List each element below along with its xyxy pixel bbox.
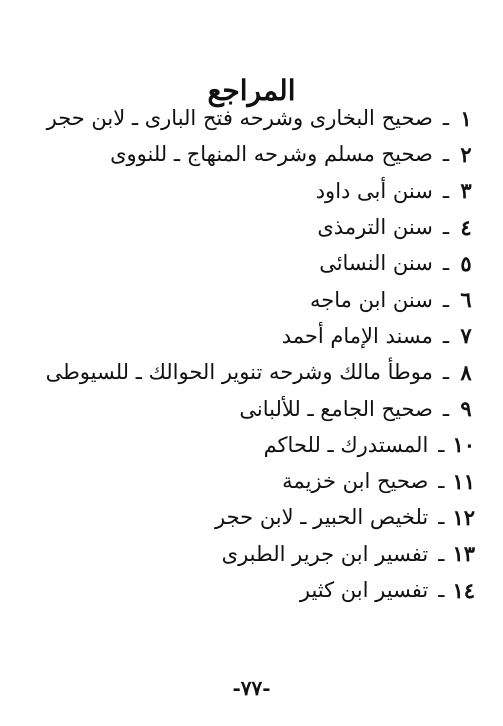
reference-item [15, 100, 475, 136]
reference-number: ٧ [460, 323, 472, 349]
reference-text: صحيح البخارى وشرحه فتح البارى ـ لابن حجر [46, 106, 433, 131]
reference-separator: ـ [442, 215, 449, 240]
reference-item [15, 318, 475, 354]
reference-separator: ـ [442, 360, 449, 385]
reference-number: ١ [460, 105, 472, 131]
reference-text: سنن النسائى [319, 251, 433, 276]
reference-item [15, 245, 475, 281]
reference-separator: ـ [442, 323, 449, 348]
reference-item [15, 572, 475, 608]
reference-item [15, 209, 475, 245]
reference-separator: ـ [442, 396, 449, 421]
reference-item [15, 427, 475, 463]
reference-text: موطأ مالك وشرحه تنوير الحوالك ـ للسيوطى [45, 360, 433, 385]
reference-number: ٥ [460, 250, 472, 276]
reference-separator: ـ [442, 142, 449, 167]
reference-item [15, 173, 475, 209]
reference-item [15, 281, 475, 317]
reference-item [15, 354, 475, 390]
reference-item [15, 390, 475, 426]
reference-text: سنن ابن ماجه [310, 287, 433, 312]
reference-separator: ـ [442, 287, 449, 312]
reference-number: ١١ [452, 468, 475, 494]
reference-number: ١٣ [452, 541, 475, 567]
reference-text: مسند الإمام أحمد [281, 323, 433, 348]
references-list [15, 100, 475, 608]
reference-text: تفسير ابن كثير [299, 578, 429, 602]
reference-number: ١٤ [452, 577, 475, 603]
reference-text: سنن أبى داود [315, 178, 433, 203]
reference-item [15, 463, 475, 499]
reference-text: تفسير ابن جرير الطبرى [221, 541, 429, 566]
reference-text: سنن الترمذى [317, 215, 433, 240]
reference-separator: ـ [442, 251, 449, 276]
page-number: -٧٧- [232, 676, 271, 700]
page-title: المراجع [207, 73, 296, 107]
reference-separator: ـ [438, 469, 445, 494]
reference-separator: ـ [442, 106, 449, 131]
reference-number: ٤ [460, 214, 472, 240]
reference-text: المستدرك ـ للحاكم [263, 432, 429, 457]
reference-item [15, 499, 475, 535]
reference-number: ٩ [460, 396, 472, 422]
reference-separator: ـ [438, 432, 445, 457]
reference-number: ١٠ [452, 432, 475, 458]
reference-text: تلخيص الحبير ـ لابن حجر [215, 505, 429, 530]
reference-number: ٢ [460, 141, 472, 167]
reference-item [15, 136, 475, 172]
reference-separator: ـ [438, 541, 445, 566]
reference-number: ٨ [460, 359, 472, 385]
reference-number: ٦ [460, 287, 472, 313]
reference-number: ٣ [460, 178, 472, 204]
reference-number: ١٢ [452, 504, 475, 530]
reference-separator: ـ [438, 505, 445, 530]
reference-text: صحيح ابن خزيمة [282, 469, 429, 494]
reference-text: صحيح مسلم وشرحه المنهاج ـ للنووى [110, 142, 433, 167]
reference-item [15, 536, 475, 572]
reference-separator: ـ [438, 578, 445, 602]
reference-text: صحيح الجامع ـ للألبانى [239, 396, 433, 421]
reference-separator: ـ [442, 178, 449, 203]
